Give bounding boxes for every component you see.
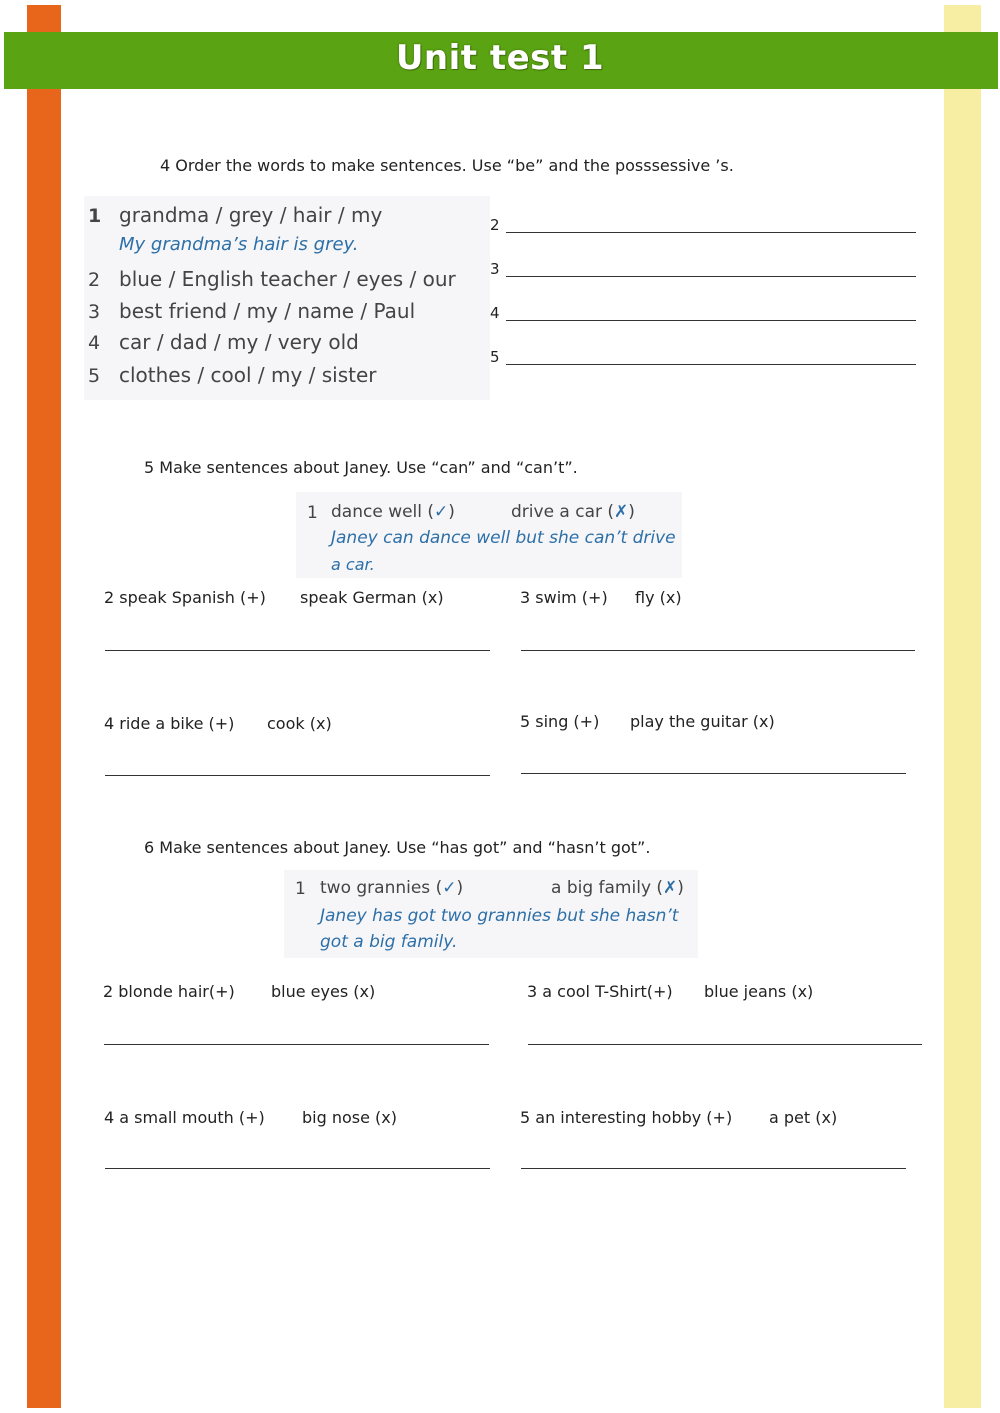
ex4-answer-line[interactable] (506, 232, 916, 233)
ex5-instruction: 5 Make sentences about Janey. Use “can” and “can’t”. (144, 458, 578, 477)
ex5-example-left: dance well (✓) (331, 502, 455, 522)
ex5-prompt: play the guitar (x) (630, 712, 775, 731)
ex4-instruction: 4 Order the words to make sentences. Use “be” and the posssessive ’s. (160, 156, 734, 175)
ex4-answer-number: 3 (490, 260, 500, 278)
ex4-item-words: grandma / grey / hair / my (119, 203, 383, 227)
ex4-item-words: car / dad / my / very old (119, 330, 359, 354)
ex6-answer-line[interactable] (104, 1044, 489, 1045)
ex5-prompt: speak German (x) (300, 588, 444, 607)
ex4-item-number: 3 (88, 301, 101, 323)
ex4-item-words: best friend / my / name / Paul (119, 299, 416, 323)
ex5-answer-line[interactable] (521, 773, 906, 774)
ex6-example-left: two grannies (✓) (320, 878, 464, 898)
ex4-answer-number: 2 (490, 216, 500, 234)
ex6-answer-line[interactable] (105, 1168, 490, 1169)
ex5-answer-line[interactable] (105, 650, 490, 651)
ex4-item-number: 4 (88, 332, 101, 354)
ex6-prompt: 4 a small mouth (+) (104, 1108, 265, 1127)
ex4-answer-line[interactable] (506, 276, 916, 277)
ex6-answer-line[interactable] (528, 1044, 922, 1045)
right-yellow-bar (944, 5, 981, 1408)
ex5-example-answer: Janey can dance well but she can’t drive (331, 528, 676, 548)
ex5-example-right: drive a car (✗) (511, 502, 635, 522)
ex4-answer-line[interactable] (506, 364, 916, 365)
ex6-prompt: 3 a cool T-Shirt(+) (527, 982, 673, 1001)
ex5-prompt: 4 ride a bike (+) (104, 714, 235, 733)
ex6-answer-line[interactable] (521, 1168, 906, 1169)
ex6-example-answer: Janey has got two grannies but she hasn’t (320, 906, 679, 926)
ex4-example-answer: My grandma’s hair is grey. (119, 234, 359, 255)
ex4-item-number: 1 (88, 205, 102, 227)
ex6-prompt: blue jeans (x) (704, 982, 814, 1001)
ex5-prompt: fly (x) (635, 588, 682, 607)
ex5-prompt: 5 sing (+) (520, 712, 600, 731)
ex5-answer-line[interactable] (521, 650, 915, 651)
ex5-prompt: 2 speak Spanish (+) (104, 588, 266, 607)
ex5-prompt: 3 swim (+) (520, 588, 608, 607)
ex6-prompt: 2 blonde hair(+) (103, 982, 235, 1001)
ex6-prompt: blue eyes (x) (271, 982, 376, 1001)
ex5-example-number: 1 (307, 503, 318, 523)
check-icon: ✓ (434, 502, 449, 522)
ex6-prompt: a pet (x) (769, 1108, 838, 1127)
ex4-item-words: blue / English teacher / eyes / our (119, 267, 456, 291)
ex5-prompt: cook (x) (267, 714, 332, 733)
ex4-answer-number: 5 (490, 348, 500, 366)
page-title: Unit test 1 (395, 38, 605, 78)
ex5-example-answer: a car. (331, 555, 375, 574)
ex6-example-right: a big family (✗) (551, 878, 684, 898)
ex6-prompt: big nose (x) (302, 1108, 397, 1127)
ex6-prompt: 5 an interesting hobby (+) (520, 1108, 733, 1127)
ex4-answer-line[interactable] (506, 320, 916, 321)
ex4-item-number: 5 (88, 365, 101, 387)
ex6-instruction: 6 Make sentences about Janey. Use “has got” and “hasn’t got”. (144, 838, 651, 857)
ex4-item-number: 2 (88, 269, 101, 291)
check-icon: ✓ (442, 878, 457, 898)
ex4-answer-number: 4 (490, 304, 500, 322)
left-orange-bar (27, 5, 61, 1408)
cross-icon: ✗ (663, 878, 678, 898)
ex6-example-number: 1 (295, 879, 306, 899)
ex6-example-answer: got a big family. (320, 932, 458, 952)
ex4-item-words: clothes / cool / my / sister (119, 363, 377, 387)
ex5-answer-line[interactable] (105, 775, 490, 776)
cross-icon: ✗ (614, 502, 629, 522)
